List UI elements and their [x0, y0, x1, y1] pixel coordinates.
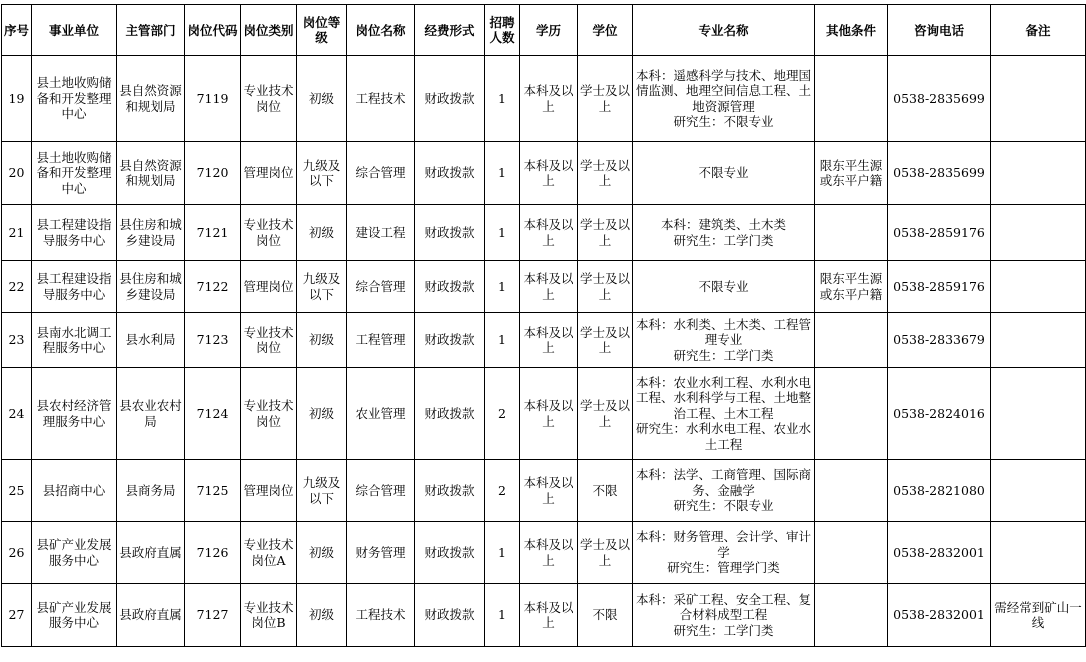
header-major: 专业名称: [633, 5, 815, 56]
cell-level: 九级及以下: [297, 460, 347, 522]
cell-name: 综合管理: [347, 142, 415, 205]
cell-note: [991, 205, 1086, 261]
cell-degree: 学士及以上: [578, 205, 633, 261]
cell-funding: 财政拨款: [415, 261, 485, 313]
cell-edu: 本科及以上: [520, 56, 578, 142]
header-note: 备注: [991, 5, 1086, 56]
cell-level: 初级: [297, 56, 347, 142]
header-category: 岗位类别: [241, 5, 297, 56]
cell-level: 初级: [297, 313, 347, 368]
table-row: [2, 56, 1086, 142]
major-line: 本科：法学、工商管理、国际商务、金融学: [635, 467, 811, 498]
cell-level: 初级: [297, 368, 347, 460]
cell-other: [815, 522, 888, 584]
cell-dept: 县自然资源和规划局: [117, 142, 185, 205]
major-line: 本科：水利类、土木类、工程管理专业: [635, 316, 811, 348]
cell-no: 24: [2, 368, 32, 460]
cell-note: [991, 368, 1086, 460]
major-line: 研究生：管理学门类: [667, 560, 780, 576]
cell-code: 7124: [185, 368, 241, 460]
cell-no: 21: [2, 205, 32, 261]
cell-name: 综合管理: [347, 261, 415, 313]
header-unit: 事业单位: [32, 5, 117, 56]
header-no: 序号: [2, 5, 32, 56]
major-line: 本科：农业水利工程、水利水电工程、水利科学与工程、土地整治工程、土木工程: [635, 374, 811, 421]
cell-unit: 县南水北调工程服务中心: [32, 313, 117, 368]
cell-other: [815, 313, 888, 368]
cell-unit: 县土地收购储备和开发整理中心: [32, 56, 117, 142]
major-line: 研究生：工学门类: [673, 622, 774, 638]
header-code: 岗位代码: [185, 5, 241, 56]
cell-count: 2: [485, 460, 520, 522]
major-line: 本科：采矿工程、安全工程、复合材料成型工程: [635, 591, 811, 623]
cell-edu: 本科及以上: [520, 522, 578, 584]
cell-dept: 县住房和城乡建设局: [117, 261, 185, 313]
cell-unit: 县矿产业发展服务中心: [32, 522, 117, 584]
cell-level: 初级: [297, 205, 347, 261]
table-row: [2, 205, 1086, 261]
cell-phone: 0538-2859176: [888, 261, 991, 313]
major-line: 不限专业: [698, 278, 749, 294]
major-line: 研究生：工学门类: [673, 347, 774, 363]
header-edu: 学历: [520, 5, 578, 56]
cell-dept: 县政府直属: [117, 584, 185, 647]
cell-dept: 县水利局: [117, 313, 185, 368]
cell-no: 26: [2, 522, 32, 584]
cell-name: 综合管理: [347, 460, 415, 522]
cell-count: 1: [485, 522, 520, 584]
header-other: 其他条件: [815, 5, 888, 56]
header-row: [2, 5, 1086, 56]
header-name: 岗位名称: [347, 5, 415, 56]
cell-note: [991, 313, 1086, 368]
cell-category: 专业技术岗位: [241, 313, 297, 368]
cell-major: [633, 368, 815, 460]
cell-code: 7119: [185, 56, 241, 142]
cell-phone: 0538-2833679: [888, 313, 991, 368]
cell-count: 2: [485, 368, 520, 460]
table-header: [2, 5, 1086, 56]
cell-count: 1: [485, 142, 520, 205]
cell-dept: 县商务局: [117, 460, 185, 522]
cell-code: 7120: [185, 142, 241, 205]
major-line: 研究生：不限专业: [673, 114, 774, 129]
table-row: [2, 261, 1086, 313]
cell-code: 7126: [185, 522, 241, 584]
cell-category: 专业技术岗位: [241, 205, 297, 261]
table-row: [2, 522, 1086, 584]
cell-major: [633, 142, 815, 205]
cell-unit: 县工程建设指导服务中心: [32, 205, 117, 261]
cell-major: [633, 584, 815, 647]
cell-edu: 本科及以上: [520, 205, 578, 261]
header-phone: 咨询电话: [888, 5, 991, 56]
cell-count: 1: [485, 205, 520, 261]
cell-code: 7127: [185, 584, 241, 647]
cell-degree: 学士及以上: [578, 522, 633, 584]
cell-no: 23: [2, 313, 32, 368]
cell-other: [815, 56, 888, 142]
cell-degree: 学士及以上: [578, 56, 633, 142]
major-line: 研究生：水利水电工程、农业水土工程: [635, 421, 811, 452]
cell-category: 管理岗位: [241, 261, 297, 313]
cell-unit: 县招商中心: [32, 460, 117, 522]
cell-name: 农业管理: [347, 368, 415, 460]
cell-level: 九级及以下: [297, 261, 347, 313]
major-line: 研究生：工学门类: [673, 232, 774, 248]
table-row: [2, 142, 1086, 205]
cell-degree: 学士及以上: [578, 261, 633, 313]
cell-edu: 本科及以上: [520, 368, 578, 460]
cell-phone: 0538-2835699: [888, 56, 991, 142]
cell-dept: 县农业农村局: [117, 368, 185, 460]
cell-name: 工程管理: [347, 313, 415, 368]
cell-no: 25: [2, 460, 32, 522]
cell-dept: 县住房和城乡建设局: [117, 205, 185, 261]
cell-phone: 0538-2832001: [888, 522, 991, 584]
cell-name: 工程技术: [347, 56, 415, 142]
major-line: 本科：遥感科学与技术、地理国情监测、地理空间信息工程、土地资源管理: [635, 67, 811, 114]
cell-count: 1: [485, 261, 520, 313]
cell-phone: 0538-2821080: [888, 460, 991, 522]
header-dept: 主管部门: [117, 5, 185, 56]
cell-other: [815, 460, 888, 522]
major-line: 不限专业: [698, 165, 749, 181]
cell-degree: 不限: [578, 460, 633, 522]
cell-level: 九级及以下: [297, 142, 347, 205]
cell-other: [815, 368, 888, 460]
cell-code: 7125: [185, 460, 241, 522]
header-level: 岗位等级: [297, 5, 347, 56]
cell-edu: 本科及以上: [520, 142, 578, 205]
cell-no: 19: [2, 56, 32, 142]
cell-category: 专业技术岗位: [241, 56, 297, 142]
cell-edu: 本科及以上: [520, 313, 578, 368]
cell-funding: 财政拨款: [415, 56, 485, 142]
major-line: 本科：财务管理、会计学、审计学: [635, 529, 811, 560]
cell-count: 1: [485, 584, 520, 647]
cell-phone: 0538-2835699: [888, 142, 991, 205]
cell-name: 工程技术: [347, 584, 415, 647]
cell-count: 1: [485, 313, 520, 368]
cell-code: 7122: [185, 261, 241, 313]
cell-unit: 县农村经济管理服务中心: [32, 368, 117, 460]
cell-degree: 不限: [578, 584, 633, 647]
major-line: 本科：建筑类、土木类: [660, 217, 786, 232]
cell-dept: 县自然资源和规划局: [117, 56, 185, 142]
cell-note: [991, 142, 1086, 205]
cell-category: 专业技术岗位A: [241, 522, 297, 584]
header-count: 招聘人数: [485, 5, 520, 56]
cell-funding: 财政拨款: [415, 460, 485, 522]
cell-funding: 财政拨款: [415, 368, 485, 460]
cell-other: [815, 205, 888, 261]
cell-count: 1: [485, 56, 520, 142]
cell-edu: 本科及以上: [520, 584, 578, 647]
table-row: [2, 313, 1086, 368]
cell-name: 建设工程: [347, 205, 415, 261]
cell-funding: 财政拨款: [415, 522, 485, 584]
cell-no: 22: [2, 261, 32, 313]
cell-dept: 县政府直属: [117, 522, 185, 584]
cell-no: 20: [2, 142, 32, 205]
cell-unit: 县矿产业发展服务中心: [32, 584, 117, 647]
cell-category: 管理岗位: [241, 142, 297, 205]
cell-funding: 财政拨款: [415, 313, 485, 368]
cell-phone: 0538-2824016: [888, 368, 991, 460]
cell-funding: 财政拨款: [415, 584, 485, 647]
cell-degree: 学士及以上: [578, 313, 633, 368]
cell-category: 专业技术岗位: [241, 368, 297, 460]
cell-major: [633, 56, 815, 142]
cell-other: 限东平生源或东平户籍: [815, 261, 888, 313]
recruitment-table: [1, 4, 1086, 647]
cell-note: 需经常到矿山一线: [991, 584, 1086, 647]
cell-code: 7121: [185, 205, 241, 261]
cell-name: 财务管理: [347, 522, 415, 584]
cell-major: [633, 261, 815, 313]
cell-degree: 学士及以上: [578, 142, 633, 205]
cell-edu: 本科及以上: [520, 261, 578, 313]
cell-category: 专业技术岗位B: [241, 584, 297, 647]
cell-note: [991, 261, 1086, 313]
major-line: 研究生：不限专业: [673, 498, 774, 514]
table-body: [2, 56, 1086, 647]
cell-degree: 学士及以上: [578, 368, 633, 460]
cell-code: 7123: [185, 313, 241, 368]
cell-major: [633, 522, 815, 584]
table-row: [2, 460, 1086, 522]
cell-level: 初级: [297, 522, 347, 584]
cell-phone: 0538-2832001: [888, 584, 991, 647]
cell-no: 27: [2, 584, 32, 647]
cell-other: 限东平生源或东平户籍: [815, 142, 888, 205]
cell-edu: 本科及以上: [520, 460, 578, 522]
cell-unit: 县土地收购储备和开发整理中心: [32, 142, 117, 205]
cell-note: [991, 56, 1086, 142]
cell-level: 初级: [297, 584, 347, 647]
cell-funding: 财政拨款: [415, 205, 485, 261]
header-degree: 学位: [578, 5, 633, 56]
cell-other: [815, 584, 888, 647]
cell-unit: 县工程建设指导服务中心: [32, 261, 117, 313]
table-row: [2, 584, 1086, 647]
cell-phone: 0538-2859176: [888, 205, 991, 261]
cell-category: 管理岗位: [241, 460, 297, 522]
cell-funding: 财政拨款: [415, 142, 485, 205]
cell-major: [633, 313, 815, 368]
table-row: [2, 368, 1086, 460]
header-funding: 经费形式: [415, 5, 485, 56]
cell-major: [633, 460, 815, 522]
cell-major: [633, 205, 815, 261]
cell-note: [991, 460, 1086, 522]
cell-note: [991, 522, 1086, 584]
